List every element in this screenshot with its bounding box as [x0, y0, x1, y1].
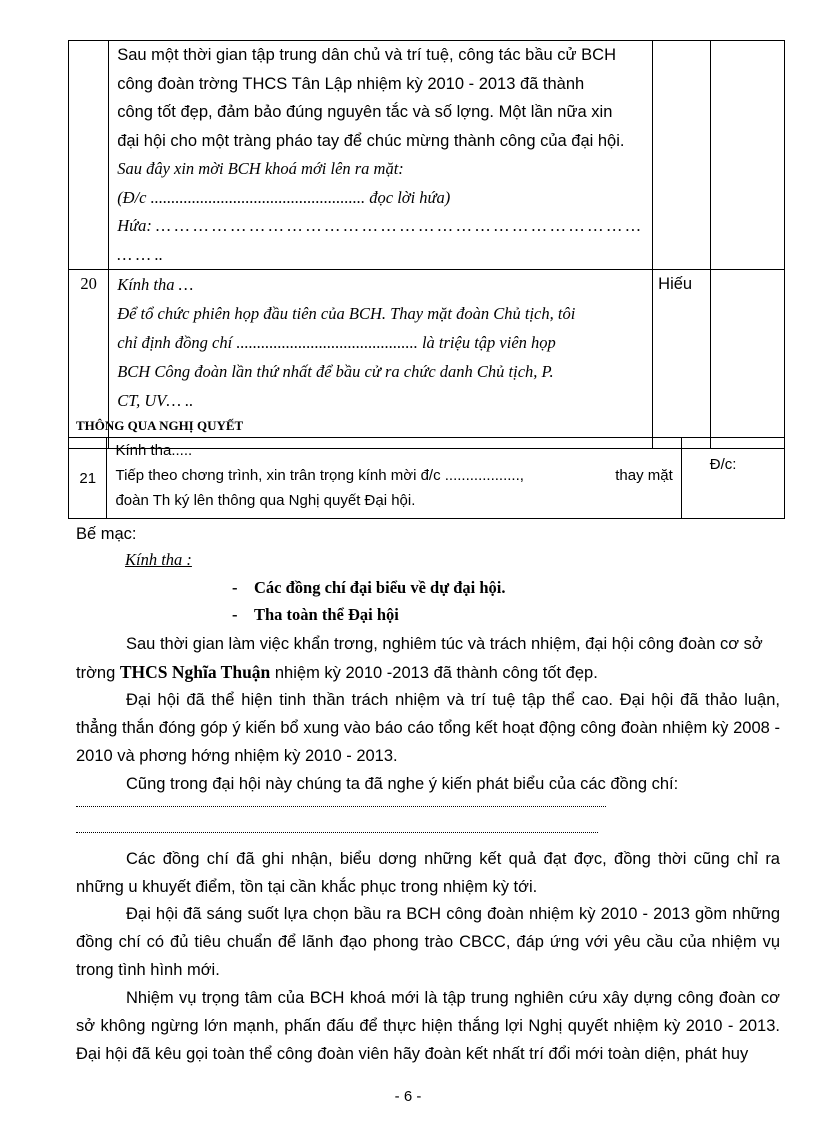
text-line: công đoàn trờng THCS Tân Lập nhiệm kỳ 2010 - 2013 đã thành: [117, 74, 585, 93]
text-line: [76, 658, 780, 687]
text-fragment: Tiếp theo chơng trình, xin trân trọng kính mời đ/c ..................,: [115, 467, 524, 484]
text-line: công tốt đẹp, đảm bảo đúng nguyên tắc và số lợng. Một lần nữa xin: [117, 103, 613, 121]
text-line: Sau đây xin mời BCH khoá mới lên ra mặt:: [117, 159, 404, 178]
paragraph: Cũng trong đại hội này chúng ta đã nghe ý kiến phát biểu của các đồng chí:: [126, 775, 679, 793]
paragraph: [76, 630, 780, 687]
table-row: [69, 438, 785, 519]
addressee-text: Tha toàn thể Đại hội: [254, 605, 399, 624]
row-number-cell: [69, 438, 107, 519]
addressee-line: - Tha toàn thể Đại hội: [232, 605, 399, 624]
section-heading: THÔNG QUA NGHỊ QUYẾT: [76, 418, 244, 433]
paragraph: Các đồng chí đã ghi nhận, biểu dơng những kết quả đạt đợc, đồng thời cũng chỉ ra những u khuyết điểm, tồn tại cần khắc phục trong nhiệm kỳ tới.: [76, 850, 780, 896]
text-fragment: trờng: [76, 664, 120, 682]
text-line: BCH Công đoàn lần thứ nhất để bầu cử ra chức danh Chủ tịch, P.: [117, 362, 554, 381]
note-cell: [710, 41, 784, 270]
note-cell: [710, 270, 784, 449]
text-line: (Đ/c .................................................... đọc lời hứa): [117, 187, 451, 207]
closing-label: Bế mạc:: [76, 525, 137, 543]
addressee-line: - Các đồng chí đại biểu về dự đại hội.: [232, 578, 506, 597]
school-name: THCS Nghĩa Thuận: [119, 662, 271, 682]
paragraph: Đại hội đã sáng suốt lựa chọn bầu ra BCH công đoàn nhiệm kỳ 2010 - 2013 gồm những đồng chí có đủ tiêu chuẩn để lãnh đạo phong trào CBCC, đáp ứng với yêu cầu của nhiệm vụ trong tình hình mới.: [76, 905, 780, 979]
row-number-cell: [69, 41, 109, 270]
row-content-cell: [107, 438, 681, 519]
text-line: Để tổ chức phiên họp đầu tiên của BCH. Thay mặt đoàn Chủ tịch, tôi: [117, 304, 576, 323]
dotted-line: [76, 806, 606, 807]
row-number: 21: [79, 469, 97, 487]
presenter-cell: Hiếu: [653, 270, 710, 449]
text-fragment: thay mặt: [615, 467, 673, 484]
text-line: đại hội cho một tràng pháo tay để chúc mừng thành công của đại hội.: [117, 131, 625, 150]
paragraph: Đại hội đã thể hiện tinh thần trách nhiệm và trí tuệ tập thể cao. Đại hội đã thảo luận, thẳng thắn đóng góp ý kiến bổ xung vào báo cáo tổng kết hoạt động công đoàn nhiệm kỳ 2008 - 2010 và phơng hớng nhiệm kỳ 2010 - 2013.: [76, 691, 780, 765]
text-line: CT, UV… ..: [117, 391, 194, 410]
row-number-cell: 20: [69, 270, 109, 449]
program-table-upper: [68, 40, 785, 449]
table-row: [69, 41, 785, 270]
text-line: chỉ định đồng chí ............................................ là triệu tập viên họp: [117, 333, 556, 352]
text-line: Sau thời gian làm việc khẩn trơng, nghiêm túc và trách nhiệm, đại hội công đoàn cơ sở: [126, 635, 763, 653]
program-table-lower: [68, 437, 785, 519]
presenter-cell: [653, 41, 710, 270]
text-line: Sau một thời gian tập trung dân chủ và trí tuệ, công tác bầu cử BCH: [117, 46, 616, 64]
presenter-cell: Đ/c:: [681, 438, 784, 519]
text-line: Kính tha …: [117, 275, 194, 294]
text-line: đoàn Th ký lên thông qua Nghị quyết Đại hội.: [115, 492, 416, 509]
text-line: Kính tha.....: [115, 442, 193, 459]
text-fragment: nhiệm kỳ 2010 -2013 đã thành công tốt đẹp.: [270, 664, 598, 682]
dotted-line: [76, 832, 598, 833]
greeting: Kính tha :: [125, 550, 192, 569]
paragraph: Nhiệm vụ trọng tâm của BCH khoá mới là tập trung nghiên cứu xây dựng công đoàn cơ sở không ngừng lớn mạnh, phấn đấu để thực hiện thắng lợi Nghị quyết nhiệm kỳ 2010 - 2013. Đại hội đã kêu gọi toàn thể công đoàn viên hãy đoàn kết nhất trí đổi mới toàn diện, phát huy: [76, 989, 780, 1063]
row-content-cell: [109, 41, 653, 270]
page-number: - 6 -: [394, 1088, 422, 1105]
addressee-text: Các đồng chí đại biểu về dự đại hội.: [254, 578, 506, 597]
text-line: Hứa: … … … … … … … … … … … … … … … … … … … … … … … … … … … … ..: [117, 216, 641, 264]
text-line: [115, 463, 672, 488]
